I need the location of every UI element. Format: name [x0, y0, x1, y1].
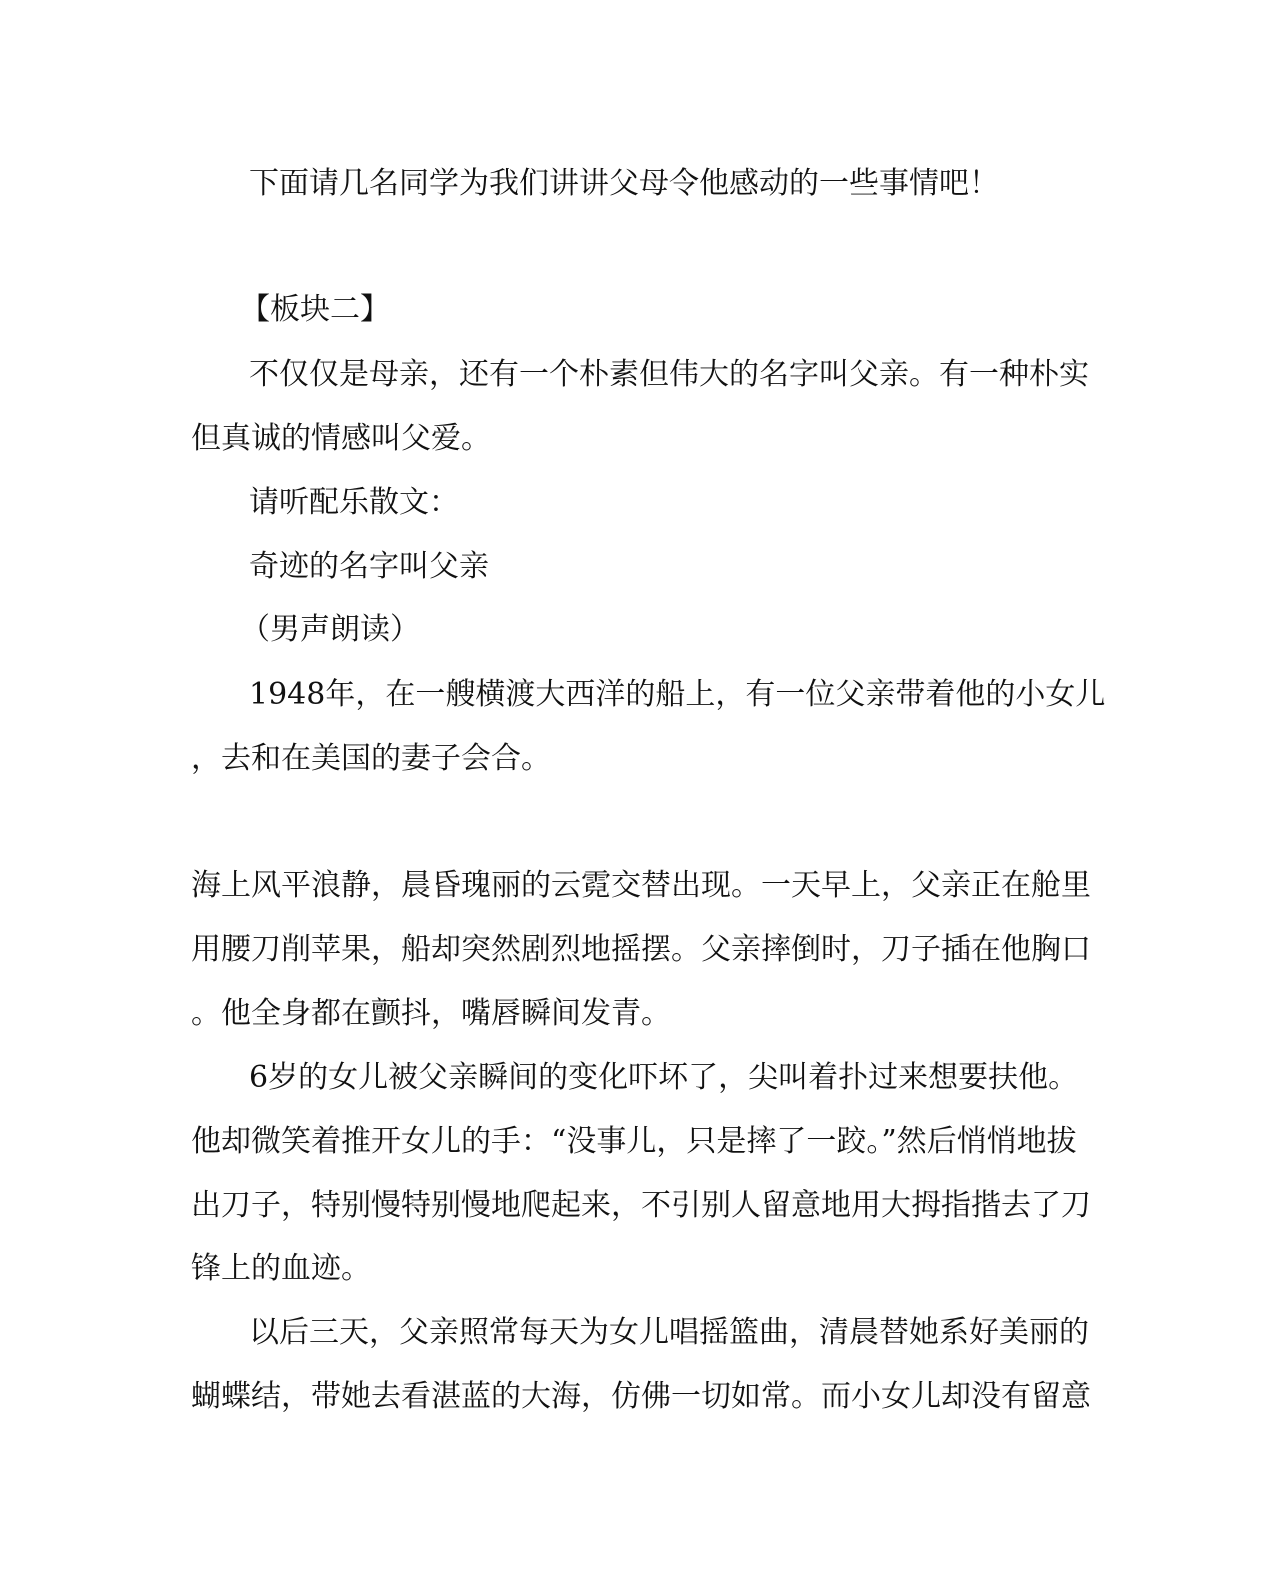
paragraph-line: 但真诚的情感叫父爱。	[191, 421, 491, 456]
paragraph-line: 以后三天，父亲照常每天为女儿唱摇篮曲，清晨替她系好美丽的	[249, 1315, 1089, 1350]
intro-text: 下面请几名同学为我们讲讲父母令他感动的一些事情吧！	[249, 166, 999, 201]
essay-title: 奇迹的名字叫父亲	[249, 549, 489, 584]
paragraph-line: 用腰刀削苹果，船却突然剧烈地摇摆。父亲摔倒时，刀子插在他胸口	[191, 932, 1091, 967]
paragraph-line: 锋上的血迹。	[191, 1251, 371, 1286]
paragraph-line: 出刀子，特别慢特别慢地爬起来，不引别人留意地用大拇指揩去了刀	[191, 1188, 1091, 1223]
paragraph-line: 他却微笑着推开女儿的手：“没事儿，只是摔了一跤。”然后悄悄地拔	[191, 1124, 1077, 1159]
listen-prompt: 请听配乐散文：	[249, 485, 459, 520]
paragraph-line: 1948年，在一艘横渡大西洋的船上，有一位父亲带着他的小女儿	[249, 677, 1106, 712]
paragraph-line: 海上风平浪静，晨昏瑰丽的云霓交替出现。一天早上，父亲正在舱里	[191, 868, 1091, 903]
section-heading: 【板块二】	[240, 292, 390, 327]
paragraph-line: ，去和在美国的妻子会合。	[191, 741, 551, 776]
paragraph-line: 6岁的女儿被父亲瞬间的变化吓坏了，尖叫着扑过来想要扶他。	[249, 1060, 1079, 1095]
reading-note: （男声朗读）	[240, 612, 420, 647]
paragraph-line: 蝴蝶结，带她去看湛蓝的大海，仿佛一切如常。而小女儿却没有留意	[191, 1379, 1091, 1414]
paragraph-line: 不仅仅是母亲，还有一个朴素但伟大的名字叫父亲。有一种朴实	[249, 357, 1089, 392]
paragraph-line: 。他全身都在颤抖，嘴唇瞬间发青。	[191, 996, 671, 1031]
